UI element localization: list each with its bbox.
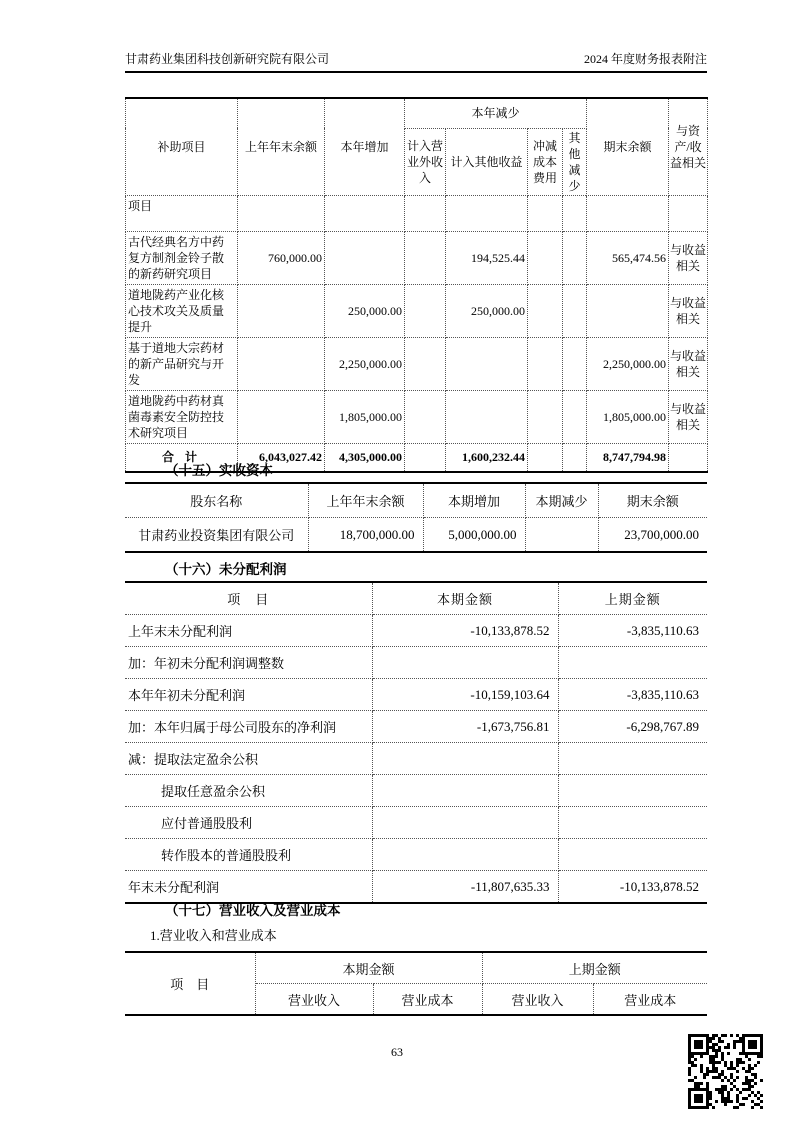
table-cell — [405, 390, 446, 443]
table-cell: 转作股本的普通股股利 — [125, 839, 372, 871]
table-row — [125, 775, 707, 807]
table-row — [125, 483, 707, 518]
table-cell — [558, 743, 707, 775]
table-cell: 250,000.00 — [325, 284, 405, 337]
table-cell: 减：提取法定盈余公积 — [125, 743, 372, 775]
table-cell: 本年年初未分配利润 — [125, 679, 372, 711]
table-cell — [563, 231, 587, 284]
header-to-other-income: 计入其他收益 — [446, 128, 528, 195]
header-subsidy-project: 补助项目 — [126, 98, 238, 195]
table-cell: -10,159,103.64 — [372, 679, 558, 711]
table-cell: 加：年初未分配利润调整数 — [125, 647, 372, 679]
header-item: 项 目 — [125, 952, 255, 1015]
header-current-increase: 本期增加 — [423, 483, 525, 518]
table-cell — [563, 390, 587, 443]
table-cell: 道地陇药中药材真菌毒素安全防控技术研究项目 — [126, 390, 238, 443]
table-cell: 古代经典名方中药复方制剂金铃子散的新药研究项目 — [126, 231, 238, 284]
table-cell: 565,474.56 — [587, 231, 669, 284]
table-cell — [669, 195, 708, 231]
table-cell: 1,805,000.00 — [587, 390, 669, 443]
table-cell — [528, 443, 563, 472]
table-cell: 250,000.00 — [446, 284, 528, 337]
table-cell: -6,298,767.89 — [558, 711, 707, 743]
table-cell: -1,673,756.81 — [372, 711, 558, 743]
table-cell — [669, 443, 708, 472]
table-cell — [372, 775, 558, 807]
header-operating-cost-prior: 营业成本 — [593, 984, 707, 1016]
table-cell — [528, 231, 563, 284]
table-cell: 道地陇药产业化核心技术攻关及质量提升 — [126, 284, 238, 337]
header-operating-revenue-current: 营业收入 — [255, 984, 373, 1016]
table-row — [126, 195, 708, 231]
table-row — [125, 647, 707, 679]
table-cell: 基于道地大宗药材的新产品研究与开发 — [126, 337, 238, 390]
table-cell — [558, 839, 707, 871]
table-cell — [372, 743, 558, 775]
table-cell — [558, 775, 707, 807]
table-row — [125, 711, 707, 743]
table-cell — [587, 284, 669, 337]
header-item: 项 目 — [125, 582, 372, 615]
table-cell: 1,600,232.44 — [446, 443, 528, 472]
section-title-revenue-cost: （十七）营业收入及营业成本 — [165, 903, 341, 918]
paid-in-capital-table — [125, 482, 707, 553]
table-cell: 194,525.44 — [446, 231, 528, 284]
table-row — [126, 98, 708, 128]
header-offset-cost-expense: 冲减成本费用 — [528, 128, 563, 195]
header-current-amount: 本期金额 — [255, 952, 482, 984]
table-cell — [528, 284, 563, 337]
table-cell: 加：本年归属于母公司股东的净利润 — [125, 711, 372, 743]
table-cell: 760,000.00 — [238, 231, 325, 284]
table-cell — [558, 647, 707, 679]
header-operating-revenue-prior: 营业收入 — [482, 984, 593, 1016]
table-cell: 4,305,000.00 — [325, 443, 405, 472]
table-cell: -10,133,878.52 — [558, 871, 707, 904]
table-cell: 2,250,000.00 — [587, 337, 669, 390]
table-cell: -11,807,635.33 — [372, 871, 558, 904]
header-prior-amount: 上期金额 — [558, 582, 707, 615]
table-cell — [238, 390, 325, 443]
document-title: 2024 年度财务报表附注 — [583, 52, 707, 66]
table-cell — [405, 337, 446, 390]
table-cell: 上年末未分配利润 — [125, 615, 372, 647]
header-to-nonoperating-income: 计入营业外收入 — [405, 128, 446, 195]
table-cell — [238, 284, 325, 337]
company-name: 甘肃药业集团科技创新研究院有限公司 — [125, 52, 330, 66]
table-row — [126, 337, 708, 390]
subsection-title-revenue-cost: 1.营业收入和营业成本 — [150, 928, 277, 943]
table-cell — [405, 231, 446, 284]
header-asset-income-related: 与资产/收益相关 — [669, 98, 708, 195]
header-prior-year-balance: 上年年末余额 — [238, 98, 325, 195]
section-title-paid-in-capital: （十五）实收资本 — [165, 463, 273, 478]
table-cell — [525, 518, 598, 553]
table-cell — [587, 195, 669, 231]
table-cell — [446, 195, 528, 231]
table-cell — [446, 337, 528, 390]
table-cell: 与收益相关 — [669, 231, 708, 284]
table-cell: 甘肃药业投资集团有限公司 — [125, 518, 308, 553]
table-cell: 1,805,000.00 — [325, 390, 405, 443]
header-current-amount: 本期金额 — [372, 582, 558, 615]
header-current-increase: 本年增加 — [325, 98, 405, 195]
table-row — [126, 284, 708, 337]
table-row — [125, 518, 707, 553]
table-cell: -3,835,110.63 — [558, 615, 707, 647]
header-prior-amount: 上期金额 — [482, 952, 707, 984]
table-cell — [405, 195, 446, 231]
table-cell — [372, 647, 558, 679]
table-cell: 2,250,000.00 — [325, 337, 405, 390]
table-cell — [528, 337, 563, 390]
table-row — [125, 743, 707, 775]
table-row — [125, 679, 707, 711]
header-other-decrease: 其他减少 — [563, 128, 587, 195]
header-ending-balance: 期末余额 — [587, 98, 669, 195]
table-row — [126, 390, 708, 443]
table-cell: 与收益相关 — [669, 390, 708, 443]
table-cell — [446, 390, 528, 443]
table-cell — [372, 839, 558, 871]
table-cell — [405, 284, 446, 337]
table-cell — [563, 284, 587, 337]
table-cell — [563, 443, 587, 472]
table-cell — [563, 195, 587, 231]
table-cell: 18,700,000.00 — [308, 518, 423, 553]
table-cell — [558, 807, 707, 839]
table-cell — [238, 195, 325, 231]
table-row — [125, 839, 707, 871]
subsidy-table — [125, 97, 708, 473]
table-cell: -10,133,878.52 — [372, 615, 558, 647]
table-cell: 6,043,027.42 — [238, 443, 325, 472]
qr-code — [688, 1034, 763, 1109]
table-row — [125, 807, 707, 839]
header-shareholder-name: 股东名称 — [125, 483, 308, 518]
table-cell — [405, 443, 446, 472]
table-cell: 5,000,000.00 — [423, 518, 525, 553]
table-row — [125, 952, 707, 984]
table-cell — [325, 195, 405, 231]
table-cell: 与收益相关 — [669, 337, 708, 390]
page-header — [125, 50, 707, 73]
table-row — [126, 231, 708, 284]
table-cell: 23,700,000.00 — [598, 518, 707, 553]
page-number: 63 — [391, 1045, 403, 1059]
table-cell: 应付普通股股利 — [125, 807, 372, 839]
retained-earnings-table — [125, 581, 707, 904]
table-cell: 8,747,794.98 — [587, 443, 669, 472]
revenue-cost-table — [125, 951, 707, 1016]
table-cell: -3,835,110.63 — [558, 679, 707, 711]
table-cell: 提取任意盈余公积 — [125, 775, 372, 807]
table-cell — [563, 337, 587, 390]
table-cell — [528, 195, 563, 231]
table-cell — [528, 390, 563, 443]
table-cell — [372, 807, 558, 839]
header-current-decrease: 本期减少 — [525, 483, 598, 518]
table-cell — [238, 337, 325, 390]
header-prior-year-balance: 上年年末余额 — [308, 483, 423, 518]
group-label: 项目 — [126, 195, 238, 231]
section-title-retained-earnings: （十六）未分配利润 — [165, 562, 287, 577]
table-row — [125, 615, 707, 647]
table-row — [125, 582, 707, 615]
header-current-decrease-group: 本年减少 — [405, 98, 587, 128]
header-operating-cost-current: 营业成本 — [373, 984, 482, 1016]
total-label: 合 计 — [126, 443, 238, 472]
header-ending-balance: 期末余额 — [598, 483, 707, 518]
table-cell — [325, 231, 405, 284]
table-cell: 年末未分配利润 — [125, 871, 372, 904]
table-cell: 与收益相关 — [669, 284, 708, 337]
